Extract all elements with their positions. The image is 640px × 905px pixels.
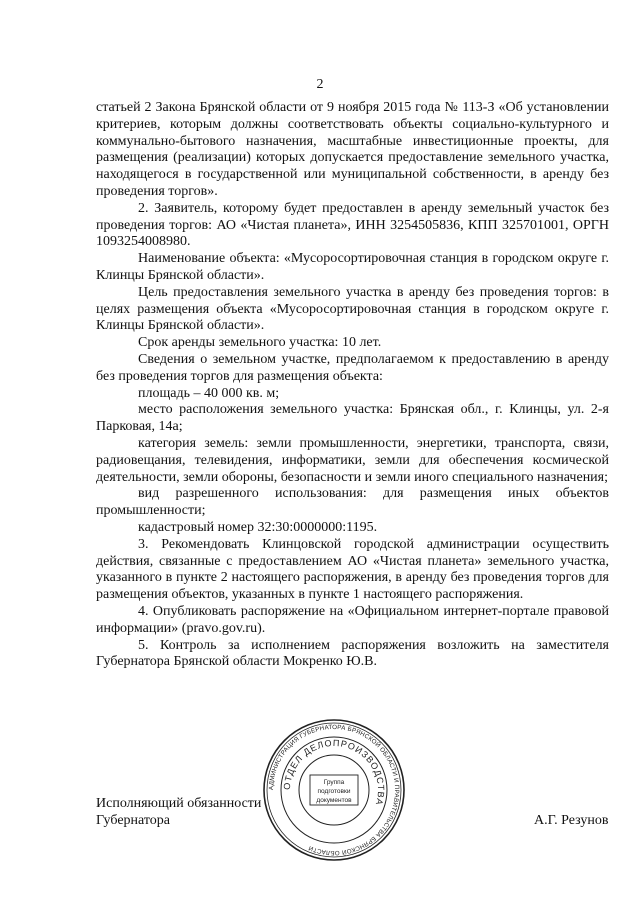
signatory-position [96, 795, 261, 829]
paragraph-land-category: категория земель: земли промышленности, энергетики, транспорта, связи, радиовещания, телевидения, информатики, земли для обеспечения космической деятельности, земли обороны, безопасности и земли иного специального назначения; [96, 435, 609, 485]
official-stamp [262, 718, 406, 862]
stamp-center-line1: Группа [323, 779, 345, 786]
paragraph-cadastral-number: кадастровый номер 32:30:0000000:1195. [138, 519, 378, 535]
document-body [96, 100, 609, 671]
stamp-center-line2: подготовки [317, 788, 351, 795]
paragraph-permitted-use: вид разрешенного использования: для размещения иных объектов промышленности; [96, 486, 609, 519]
paragraph-purpose: Цель предоставления земельного участка в аренду без проведения торгов: в целях размещения объекта «Мусоросортировочная станция в городском округе г. Клинцы Брянской области». [96, 284, 609, 334]
paragraph-plot-info: Сведения о земельном участке, предполагаемом к предоставлению в аренду без проведения торгов для размещения объекта: [96, 351, 609, 384]
signatory-position-line1: Исполняющий обязанности [96, 796, 262, 811]
paragraph-publication: 4. Опубликовать распоряжение на «Официальном интернет-портале правовой информации» (pravo.gov.ru). [96, 603, 609, 636]
paragraph-location: место расположения земельного участка: Брянская обл., г. Клинцы, ул. 2-я Парковая, 14а; [96, 402, 609, 435]
stamp-center-line3: документов [316, 797, 352, 804]
paragraph-object-name: Наименование объекта: «Мусоросортировочная станция в городском округе г. Клинцы Брянской области». [96, 251, 609, 283]
signatory-position-line2: Губернатора [96, 813, 171, 828]
paragraph-area: площадь – 40 000 кв. м; [138, 385, 280, 401]
paragraph-law-reference: статьей 2 Закона Брянской области от 9 ноября 2015 года № 113-З «Об установлении критериев, которым должны соответствовать объекты социально-культурного и коммунально-бытового назначения, масштабные инвестиционные проекты, для размещения (реализации) которых допускается предоставление земельного участка, находящегося в государственной или муниципальной собственности, в аренду без проведения торгов». [96, 100, 609, 199]
paragraph-lease-term: Срок аренды земельного участка: 10 лет. [138, 335, 382, 351]
paragraph-recommendation: 3. Рекомендовать Клинцовской городской администрации осуществить действия, связанные с предоставлением АО «Чистая планета» земельного участка, указанного в пункте 2 настоящего распоряжения, в аренду без проведения торгов для размещения объектов, указанных в пункте 1 настоящего распоряжения. [96, 536, 609, 603]
paragraph-control: 5. Контроль за исполнением распоряжения возложить на заместителя Губернатора Брянской области Мокренко Ю.В. [96, 637, 609, 670]
stamp-inner-text: ОТДЕЛ ДЕЛОПРОИЗВОДСТВА [281, 737, 387, 807]
signatory-name: А.Г. Резунов [534, 813, 609, 828]
page-number: 2 [316, 77, 324, 92]
stamp-outer-text: АДМИНИСТРАЦИЯ ГУБЕРНАТОРА БРЯНСКОЙ ОБЛАСТИ И ПРАВИТЕЛЬСТВА БРЯНСКОЙ ОБЛАСТИ [267, 723, 401, 857]
paragraph-applicant: 2. Заявитель, которому будет предоставлен в аренду земельный участок без проведения торгов: АО «Чистая планета», ИНН 3254505836, КПП 325701001, ОРГН 1093254008980. [96, 200, 609, 250]
